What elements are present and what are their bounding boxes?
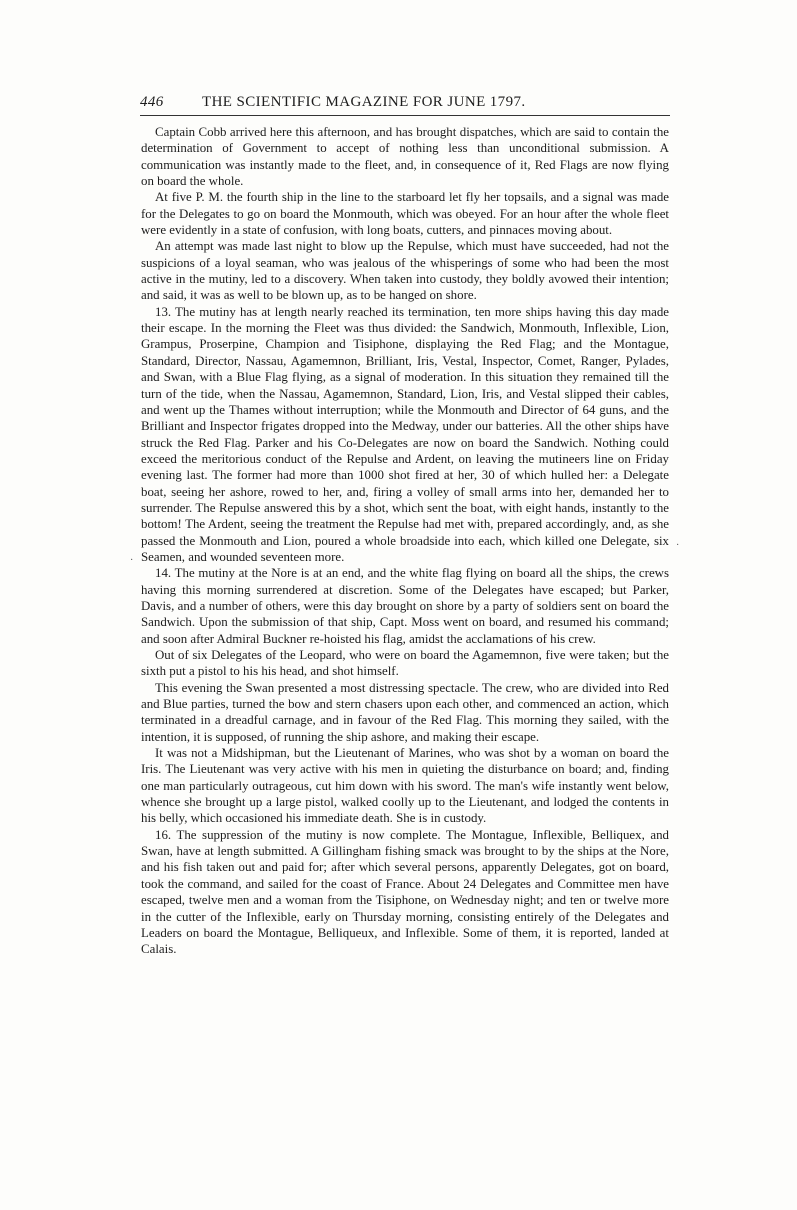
paragraph: 13. The mutiny has at length nearly reached its termination, ten more ships having this day made their escape. In the morning the Fleet was thus divided: the Sandwich, Monmouth, Inflexible, Lion, Grampus, Proserpine, Champion and Tisiphone, displaying the Red Flag; and the Montague, Standard, Director, Nassau, Agamemnon, Brilliant, Iris, Vestal, Inspector, Comet, Ranger, Pylades, and Swan, with a Blue Flag flying, as a signal of moderation. In this situation they remained till the turn of the tide, when the Nassau, Agamemnon, Standard, Lion, Iris, and Vestal slipped their cables, and went up the Thames without interruption; while the Monmouth and Director of 64 guns, and the Brilliant and Inspector frigates dropped into the Medway, under our batteries. All the other ships have struck the Red Flag. Parker and his Co-Delegates are now on board the Sandwich. Nothing could exceed the meritorious conduct of the Repulse and Ardent, on leaving the mutineers line on Friday evening last. The former had more than 1000 shot fired at her, 30 of which hulled her: a Delegate boat, seeing her ashore, rowed to her, and, firing a volley of small arms into her, demanded her to surrender. The Repulse answered this by a shot, which sent the boat, with eight hands, instantly to the bottom! The Ardent, seeing the treatment the Repulse had met with, prepared accordingly, and, as she passed the Monmouth and Lion, poured a whole broadside into each, which killed one Delegate, six Seamen, and wounded seventeen more. [141,304,669,564]
running-title: THE SCIENTIFIC MAGAZINE FOR JUNE 1797. [202,94,526,110]
paragraph: Out of six Delegates of the Leopard, who were on board the Agamemnon, five were taken; but the sixth put a pistol to his his head, and shot himself. [141,648,669,679]
page-number: 446 [140,94,164,110]
paragraph: Captain Cobb arrived here this afternoon, and has brought dispatches, which are said to contain the determination of Government to accept of nothing less than unconditional submission. A communication was instantly made to the fleet, and, in consequence of it, Red Flags are now flying on board the whole. [141,125,669,189]
paragraph: At five P. M. the fourth ship in the line to the starboard let fly her topsails, and a signal was made for the Delegates to go on board the Monmouth, which was obeyed. For an hour after the whole fleet were evidently in a state of confusion, with long boats, cutters, and pinnaces moving about. [141,190,669,238]
ink-speck: · [130,555,134,566]
page-header [140,94,670,114]
paragraph: This evening the Swan presented a most distressing spectacle. The crew, who are divided into Red and Blue parties, turned the bow and stern chasers upon each other, and commenced an action, which terminated in a dreadful carnage, and in favour of the Red Flag. This morning they sailed, with the intention, it is supposed, of running the ship ashore, and making their escape. [141,680,669,744]
paragraph: 16. The suppression of the mutiny is now complete. The Montague, Inflexible, Belliquex, and Swan, have at length submitted. A Gillingham fishing smack was brought to by the ships at the Nore, and his fish taken out and paid for; after which several persons, apparently Delegates, got on board, took the command, and sailed for the coast of France. About 24 Delegates and Committee men have escaped, twelve men and a woman from the Tisiphone, on Wednesday night; and ten or twelve more in the cutter of the Inflexible, early on Thursday morning, consisting entirely of the Delegates and Leaders on board the Montague, Belliqueux, and Inflexible. Some of them, it is reported, landed at Calais. [141,827,669,957]
paragraph: An attempt was made last night to blow up the Repulse, which must have succeeded, had not the suspicions of a loyal seaman, who was jealous of the whisperings of some who had been the most active in the mutiny, led to a discovery. When taken into custody, they boldly avowed their intention; and said, it was as well to be blown up, as to be hanged on shore. [141,239,669,303]
paragraph: It was not a Midshipman, but the Lieutenant of Marines, who was shot by a woman on board the Iris. The Lieutenant was very active with his men in quieting the disturbance on board; and, finding one man particularly outrageous, cut him down with his sword. The man's wife instantly went below, whence she brought up a large pistol, walked coolly up to the Lieutenant, and lodged the contents in his belly, which occasioned his immediate death. She is in custody. [141,746,669,826]
article-body [141,124,669,958]
ink-speck: · [676,540,680,551]
paragraph: 14. The mutiny at the Nore is at an end, and the white flag flying on board all the ships, the crews having this morning surrendered at discretion. Some of the Delegates have escaped; but Parker, Davis, and a number of others, were this day brought on shore by a party of soldiers sent on board the Sandwich. Upon the submission of that ship, Capt. Moss went on board, and resumed his command; and soon after Admiral Buckner re-hoisted his flag, amidst the acclamations of his crew. [141,566,669,646]
header-rule [140,115,670,116]
